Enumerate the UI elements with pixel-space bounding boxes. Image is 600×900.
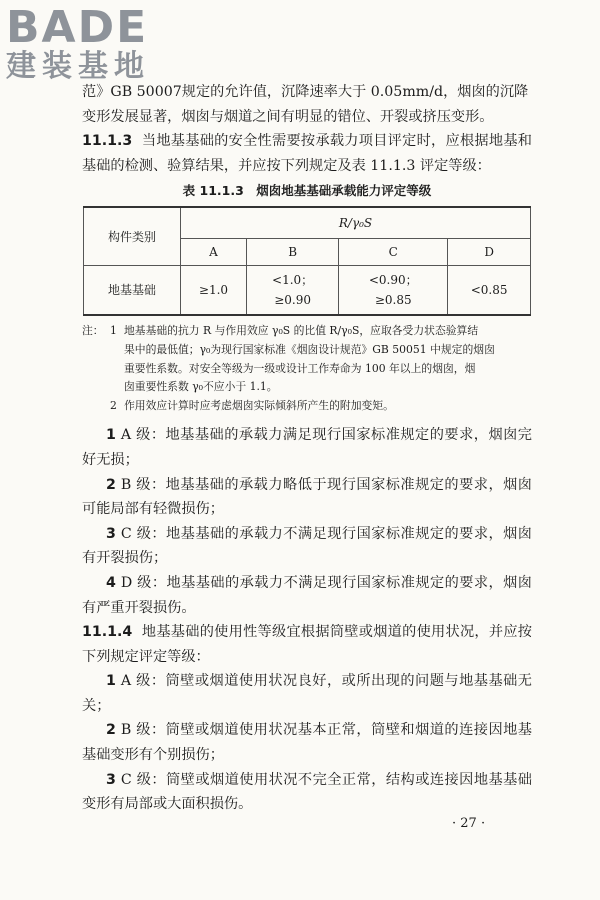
list-item-number: 3 xyxy=(106,771,116,788)
table-notes xyxy=(82,322,532,415)
note-1-line-4: 囱重要性系数 γ₀不应小于 1.1。 xyxy=(124,380,278,394)
list-item xyxy=(82,473,532,522)
grade-c-value xyxy=(339,266,448,316)
list-item-text: A 级：地基基础的承载力满足现行国家标准规定的要求，烟囱完好无损； xyxy=(82,427,532,468)
note-2-number: 2 xyxy=(110,398,117,412)
watermark-logo xyxy=(6,4,206,84)
clause-text: 当地基基础的安全性需要按承载力项目评定时，应根据地基和基础的检测、验算结果，并应按下列规定及表 11.1.3 评定等级： xyxy=(82,133,532,174)
note-1-line-1: 地基基础的抗力 R 与作用效应 γ₀S 的比值 R/γ₀S，应取各受力状态验算结 xyxy=(124,324,479,338)
note-1-line-3: 重要性系数。对安全等级为一级或设计工作寿命为 100 年以上的烟囱，烟 xyxy=(124,361,476,375)
list-item-number: 1 xyxy=(106,427,116,444)
note-2-text: 作用效应计算时应考虑烟囱实际倾斜所产生的附加变矩。 xyxy=(124,398,394,412)
list-item-number: 2 xyxy=(106,476,116,493)
list-item xyxy=(82,423,532,472)
grade-b-line-1: <1.0； xyxy=(272,273,314,288)
list-item-text: B 级：筒壁或烟道使用状况基本正常，筒壁和烟道的连接因地基基础变形有个别损伤； xyxy=(82,722,532,764)
clause-11-1-3 xyxy=(82,129,532,178)
clause-number: 11.1.3 xyxy=(82,133,133,150)
grade-d-header: D xyxy=(448,239,531,266)
list-item-number: 1 xyxy=(106,673,116,690)
grade-a-value: ≥1.0 xyxy=(181,266,247,316)
grade-b-value xyxy=(246,266,338,316)
list-item-text: D 级：地基基础的承载力不满足现行国家标准规定的要求，烟囱有严重开裂损伤。 xyxy=(82,574,532,616)
page-number: · 27 · xyxy=(452,816,486,831)
note-1-number: 1 xyxy=(110,324,117,338)
grade-c-line-2: ≥0.85 xyxy=(374,293,412,308)
list-item-text: C 级：筒壁或烟道使用状况不完全正常，结构或连接因地基基础变形有局部或大面积损伤。 xyxy=(82,771,532,813)
notes-label: 注： xyxy=(82,324,104,338)
clause-11-1-4 xyxy=(82,620,532,669)
list-item xyxy=(82,571,532,620)
ratio-header: R/γ₀S xyxy=(181,207,531,239)
grade-d-value: <0.85 xyxy=(448,266,531,316)
list-item-text: B 级：地基基础的承载力略低于现行国家标准规定的要求，烟囱可能局部有轻微损伤； xyxy=(82,476,532,518)
clause-text: 地基基础的使用性等级宜根据筒壁或烟道的使用状况，并应按下列规定评定等级： xyxy=(82,624,532,665)
row-label: 地基基础 xyxy=(84,266,181,316)
logo-subtitle: 建装基地 xyxy=(6,49,150,84)
list-item-number: 4 xyxy=(106,574,116,591)
list-item xyxy=(82,522,532,571)
list-item-text: C 级：地基基础的承载力不满足现行国家标准规定的要求，烟囱有开裂损伤； xyxy=(82,525,532,567)
list-item-number: 3 xyxy=(106,525,116,542)
list-item-number: 2 xyxy=(106,722,116,739)
table-title: 表 11.1.3 烟囱地基基础承载能力评定等级 xyxy=(182,183,432,199)
clause-number: 11.1.4 xyxy=(82,624,133,641)
list-item-text: A 级：筒壁或烟道使用状况良好，或所出现的问题与地基基础无关； xyxy=(82,673,532,714)
intro-line-1: 范》GB 50007规定的允许值，沉降速率大于 0.05mm/d，烟囱的沉降 xyxy=(82,84,529,100)
intro-line-2: 变形发展显著，烟囱与烟道之间有明显的错位、开裂或挤压变形。 xyxy=(82,108,494,125)
grade-c-header: C xyxy=(339,239,448,266)
grade-b-line-2: ≥0.90 xyxy=(274,293,311,308)
category-header: 构件类别 xyxy=(84,207,181,266)
page-body xyxy=(82,80,532,817)
list-item xyxy=(82,669,532,718)
list-item xyxy=(82,718,532,767)
rating-table xyxy=(83,206,531,316)
grade-c-line-1: <0.90； xyxy=(368,273,418,288)
grade-b-header: B xyxy=(246,239,338,266)
table-row xyxy=(84,266,531,316)
logo-brand: BADE xyxy=(6,2,149,53)
note-1-line-2: 果中的最低值；γ₀为现行国家标准《烟囱设计规范》GB 50051 中规定的烟囱 xyxy=(124,342,495,356)
list-item xyxy=(82,768,532,817)
grade-a-header: A xyxy=(181,239,247,266)
